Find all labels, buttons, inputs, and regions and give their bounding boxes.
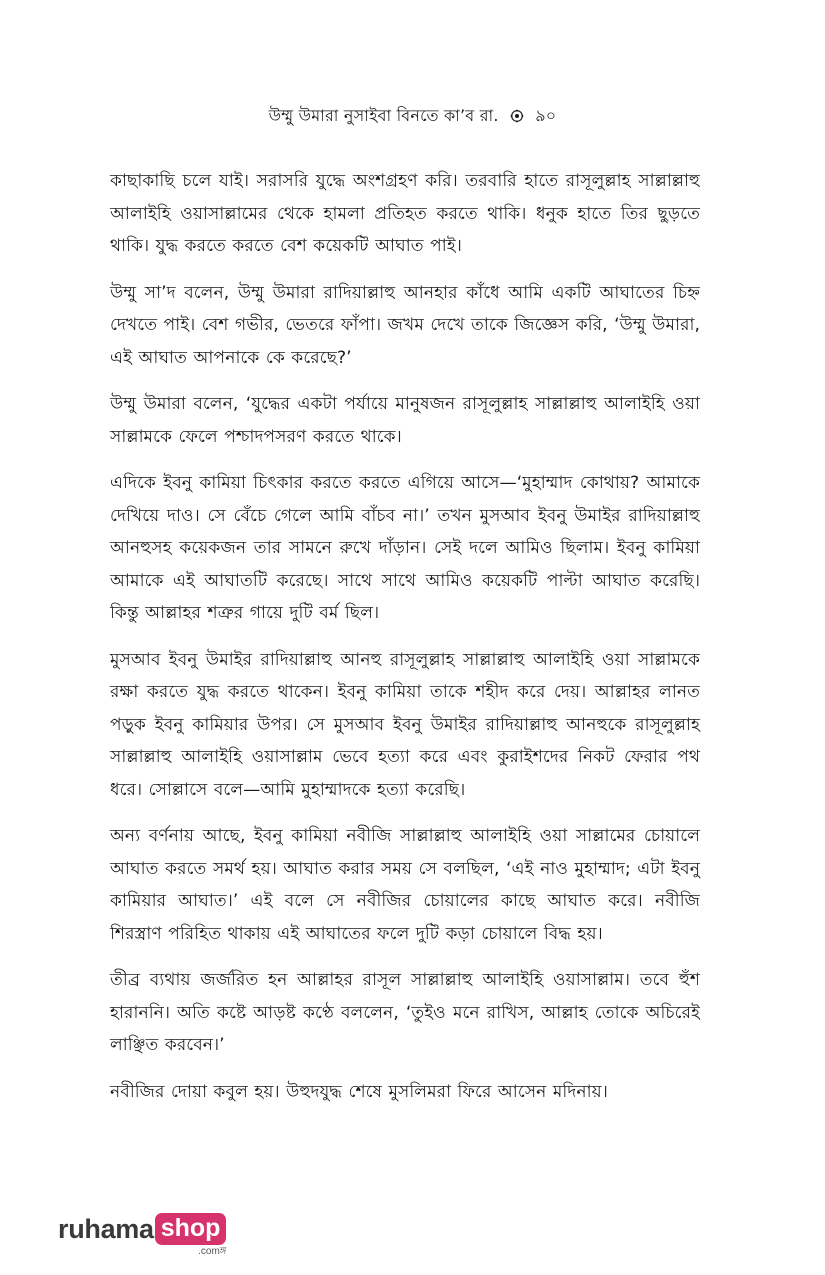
watermark-badge-group — [155, 1212, 227, 1258]
body-text — [110, 165, 700, 1122]
flower-ornament-icon — [510, 109, 524, 123]
paragraph: কাছাকাছি চলে যাই। সরাসরি যুদ্ধে অংশগ্রহণ করি। তরবারি হাতে রাসূলুল্লাহ সাল্লাল্লাহু আলাইহি ওয়াসাল্লামের থেকে হামলা প্রতিহত করতে থাকি। ধনুক হাতে তির ছুড়তে থাকি। যুদ্ধ করতে করতে বেশ কয়েকটি আঘাত পাই। — [110, 171, 700, 256]
watermark-domain: .comঙ্গ — [198, 1246, 227, 1257]
paragraph: অন্য বর্ণনায় আছে, ইবনু কামিয়া নবীজি সাল্লাল্লাহু আলাইহি ওয়া সাল্লামের চোয়ালে আঘাত করতে সমর্থ হয়। আঘাত করার সময় সে বলছিল, ‘এই নাও মুহাম্মাদ; এটা ইবনু কামিয়ার আঘাত।’ এই বলে সে নবীজির চোয়ালের কাছে আঘাত করে। নবীজি শিরস্ত্রাণ পরিহিত থাকায় এই আঘাতের ফলে দুটি কড়া চোয়ালে বিদ্ধ হয়। — [110, 826, 700, 944]
running-header — [0, 103, 825, 130]
paragraph: উম্মু সা’দ বলেন, উম্মু উমারা রাদিয়াল্লাহু আনহার কাঁধে আমি একটি আঘাতের চিহ্ন দেখতে পাই। বেশ গভীর, ভেতরে ফাঁপা। জখম দেখে তাকে জিজ্ঞেস করি, ‘উম্মু উমারা, এই আঘাত আপনাকে কে করেছে?’ — [110, 282, 700, 368]
paragraph: নবীজির দোয়া কবুল হয়। উহুদযুদ্ধ শেষে মুসলিমরা ফিরে আসেন মদিনায়। — [110, 1081, 608, 1102]
watermark-brand: ruhama — [58, 1214, 154, 1244]
paragraph: এদিকে ইবনু কামিয়া চিৎকার করতে করতে এগিয়ে আসে—‘মুহাম্মাদ কোথায়? আমাকে দেখিয়ে দাও। সে বেঁচে গেলে আমি বাঁচব না।’ তখন মুসআব ইবনু উমাইর রাদিয়াল্লাহু আনহুসহ কয়েকজন তার সামনে রুখে দাঁড়ান। সেই দলে আমিও ছিলাম। ইবনু কামিয়া আমাকে এই আঘাতটি করেছে। সাথে সাথে আমিও কয়েকটি পাল্টা আঘাত করেছি। কিন্তু আল্লাহর শত্রুর গায়ে দুটি বর্ম ছিল। — [110, 473, 700, 623]
paragraph: মুসআব ইবনু উমাইর রাদিয়াল্লাহু আনহু রাসূলুল্লাহ সাল্লাল্লাহু আলাইহি ওয়া সাল্লামকে রক্ষা করতে যুদ্ধ করতে থাকেন। ইবনু কামিয়া তাকে শহীদ করে দেয়। আল্লাহর লানত পড়ুক ইবনু কামিয়ার উপর। সে মুসআব ইবনু উমাইর রাদিয়াল্লাহু আনহুকে রাসূলুল্লাহ সাল্লাল্লাহু আলাইহি ওয়াসাল্লাম ভেবে হত্যা করে এবং কুরাইশদের নিকট ফেরার পথ ধরে। সোল্লাসে বলে—আমি মুহাম্মাদকে হত্যা করেছি। — [110, 649, 700, 800]
ruhama-shop-watermark — [58, 1212, 226, 1258]
watermark-badge: shop — [155, 1213, 227, 1245]
paragraph: তীব্র ব্যথায় জর্জরিত হন আল্লাহর রাসূল সাল্লাল্লাহু আলাইহি ওয়াসাল্লাম। তবে হুঁশ হারাননি। অতি কষ্টে আড়ষ্ট কণ্ঠে বললেন, ‘তুইও মনে রাখিস, আল্লাহ তোকে অচিরেই লাঞ্ছিত করবেন।’ — [110, 970, 700, 1055]
paragraph: উম্মু উমারা বলেন, ‘যুদ্ধের একটা পর্যায়ে মানুষজন রাসূলুল্লাহ সাল্লাল্লাহু আলাইহি ওয়া সাল্লামকে ফেলে পশ্চাদপসরণ করতে থাকে। — [110, 394, 700, 447]
book-title: উম্মু উমারা নুসাইবা বিনতে কা’ব রা. — [268, 106, 499, 125]
page-number: ৯০ — [535, 106, 557, 125]
